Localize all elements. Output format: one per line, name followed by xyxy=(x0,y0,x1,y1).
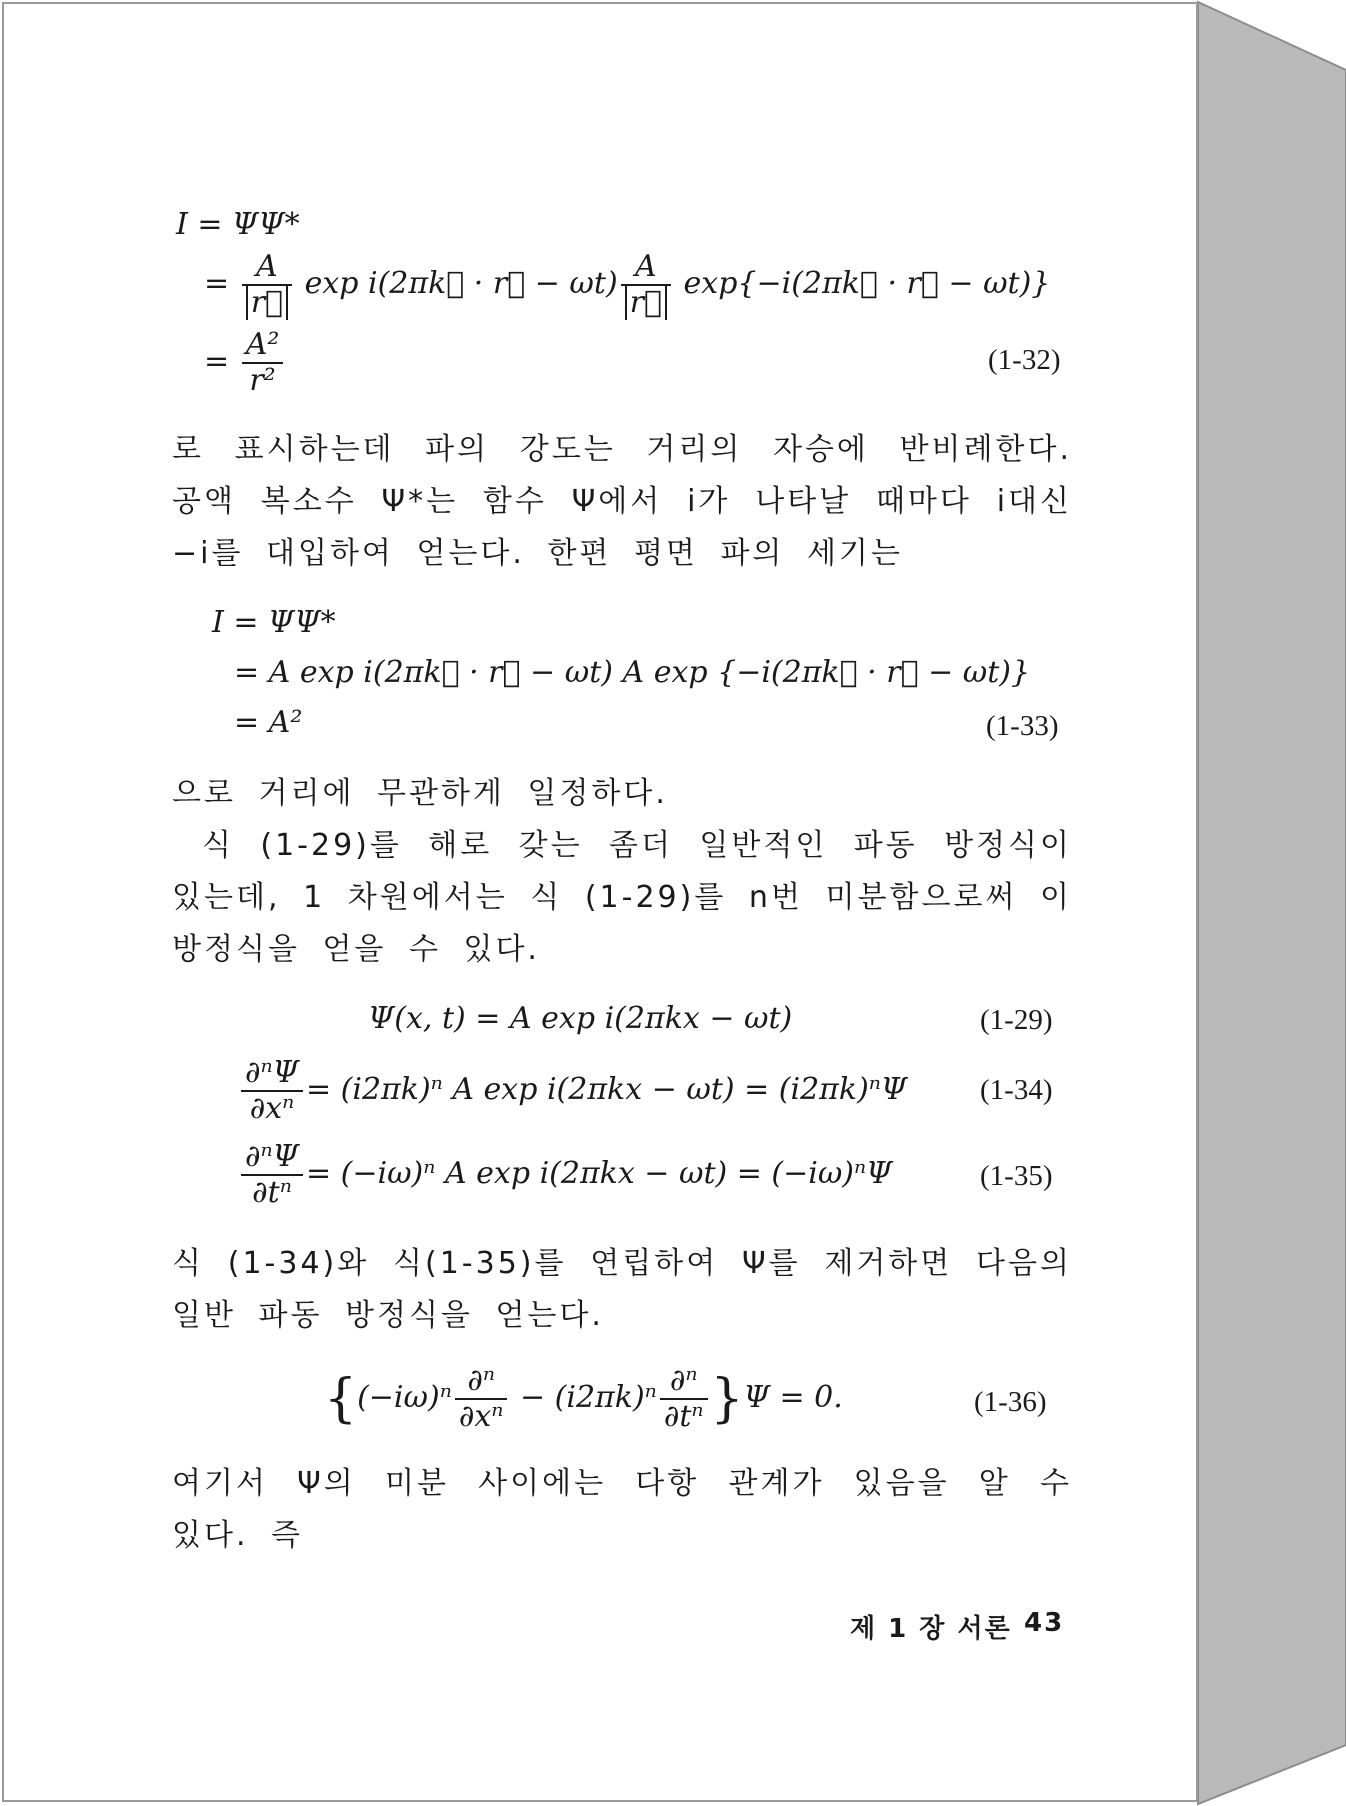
eq-number-1-36: (1-36) xyxy=(974,1386,1047,1418)
fraction-a-over-r-2: $\frac{A}{r⃗}$ xyxy=(621,252,671,318)
page-number: 43 xyxy=(1024,1608,1065,1638)
paragraph-5: 여기서 Ψ의 미분 사이에는 다항 관계가 있음을 알 수 있다. 즉 xyxy=(172,1466,1072,1553)
fraction-a2-over-r2: $\frac{\text{A²}}{\text{r²}}$ xyxy=(242,330,284,396)
running-footer-chapter: 제 1 장 서론 xyxy=(850,1614,1012,1644)
eq-1-32-line1: I = ΨΨ* xyxy=(176,207,300,242)
eq-number-1-33: (1-33) xyxy=(986,710,1059,742)
fraction-dn-dxn: $\frac{\text{∂ⁿ}}{\text{∂xⁿ}}$ xyxy=(455,1366,508,1432)
eq-1-33-line1: I = ΨΨ* xyxy=(212,605,336,640)
eq-1-29: Ψ(x, t) = A exp i(2πkx − ωt) xyxy=(368,1001,793,1036)
fraction-a-over-r: $\frac{A}{r⃗}$ xyxy=(242,252,292,318)
paragraph-3: 식 (1-29)를 해로 갖는 좀더 일반적인 파동 방정식이 있는데, 1 차원에서는 식 (1-29)를 n번 미분함으로써 이 방정식을 얻을 수 있다. xyxy=(172,828,1072,967)
eq-1-33-line3: = A² xyxy=(234,705,303,740)
eq-number-1-32: (1-32) xyxy=(988,344,1061,376)
eq-1-32-line2: = $\frac{A}{r⃗}$ exp i(2πk⃗ · r⃗ − ωt) $\frac{A}{r⃗}$ exp{−i(2πk⃗ · r⃗ − ωt)} xyxy=(204,249,1051,320)
eq-1-36: {(−iω)ⁿ $\frac{\text{∂ⁿ}}{\text{∂xⁿ}}$ − (i2πk)ⁿ $\frac{\text{∂ⁿ}}{\text{∂tⁿ}}$ }Ψ = 0. xyxy=(324,1363,843,1434)
eq-number-1-34: (1-34) xyxy=(980,1074,1053,1106)
eq-number-1-29: (1-29) xyxy=(980,1004,1053,1036)
paragraph-1: 로 표시하는데 파의 강도는 거리의 자승에 반비례한다. 공액 복소수 Ψ*는 함수 Ψ에서 i가 나타날 때마다 i대신 −i를 대입하여 얻는다. 한편 평면 파의 세기는 xyxy=(172,432,1072,571)
eq-1-34: $\frac{\text{∂ⁿΨ}}{\text{∂xⁿ}}$ = (i2πk)ⁿ A exp i(2πkx − ωt) = (i2πk)ⁿΨ xyxy=(238,1058,907,1124)
fraction-dn-psi-dtn: $\frac{\text{∂ⁿΨ}}{\text{∂tⁿ}}$ xyxy=(241,1142,303,1208)
paragraph-2: 으로 거리에 무관하게 일정하다. xyxy=(172,776,668,811)
fraction-dn-dtn: $\frac{\text{∂ⁿ}}{\text{∂tⁿ}}$ xyxy=(660,1366,708,1432)
eq-1-33-line2: = A exp i(2πk⃗ · r⃗ − ωt) A exp {−i(2πk⃗ · r⃗ − ωt)} xyxy=(234,655,1031,690)
fraction-dn-psi-dxn: $\frac{\text{∂ⁿΨ}}{\text{∂xⁿ}}$ xyxy=(241,1058,303,1124)
eq-1-35: $\frac{\text{∂ⁿΨ}}{\text{∂tⁿ}}$ = (−iω)ⁿ A exp i(2πkx − ωt) = (−iω)ⁿΨ xyxy=(238,1142,892,1208)
paragraph-4: 식 (1-34)와 식(1-35)를 연립하여 Ψ를 제거하면 다음의 일반 파동 방정식을 얻는다. xyxy=(172,1246,1072,1333)
eq-1-32-line3: = $\frac{\text{A²}}{\text{r²}}$ xyxy=(204,330,286,396)
eq-number-1-35: (1-35) xyxy=(980,1160,1053,1192)
